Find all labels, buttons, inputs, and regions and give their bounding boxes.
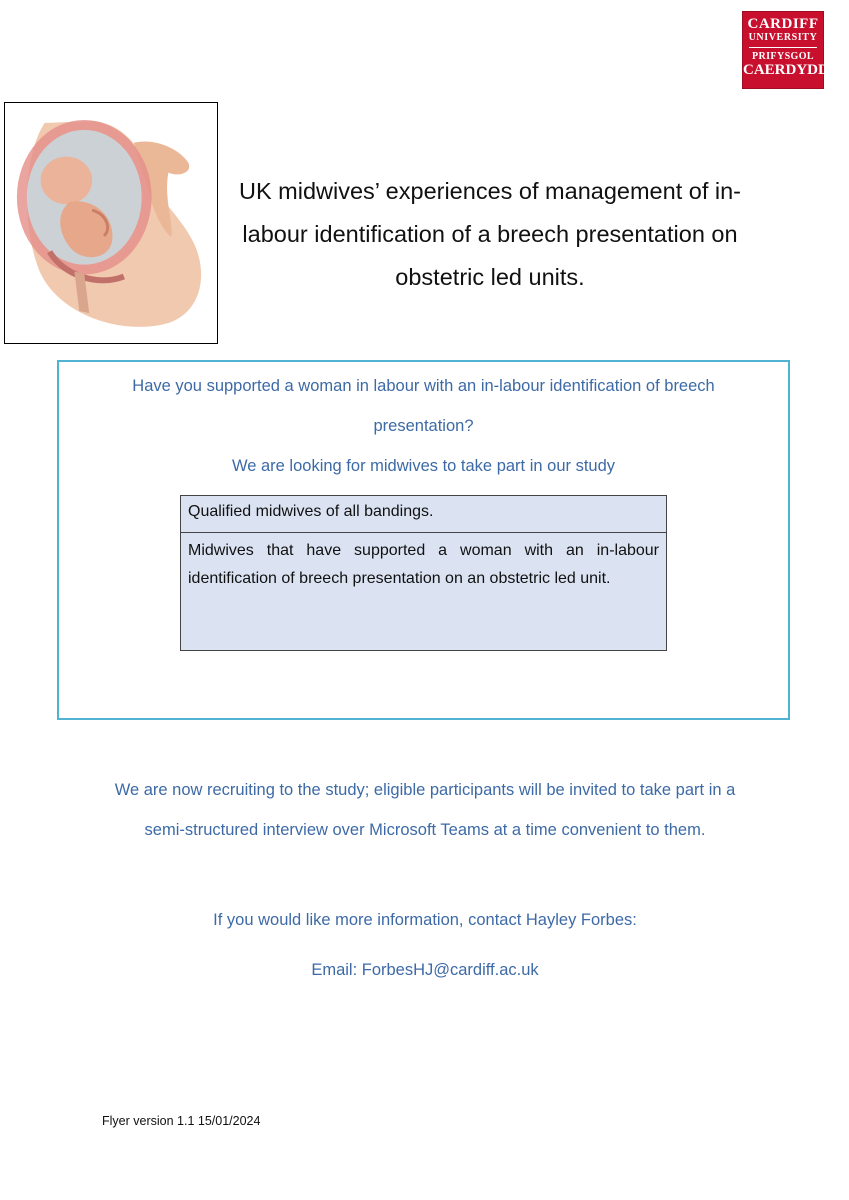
flyer-version: Flyer version 1.1 15/01/2024 (102, 1114, 261, 1128)
logo-divider (749, 47, 817, 48)
study-title: UK midwives’ experiences of management of in-labour identification of a breech presentation on obstetric led units. (239, 178, 741, 290)
contact-statement: If you would like more information, contact Hayley Forbes: (213, 911, 637, 929)
criteria-item: Midwives that have supported a woman with an in-labour identification of breech presentation on an obstetric led unit. (181, 532, 666, 650)
breech-question: Have you supported a woman in labour with an in-labour identification of breech presentation? (132, 377, 715, 435)
pregnancy-illustration-frame (4, 102, 218, 344)
eligibility-box (57, 360, 790, 720)
logo-line-university: UNIVERSITY (748, 32, 818, 43)
logo-line-prifysgol: PRIFYSGOL (752, 51, 814, 62)
logo-line-cardiff: CARDIFF (747, 16, 819, 32)
logo-line-caerdydd: CAERDYDD (743, 62, 829, 78)
criteria-item: Qualified midwives of all bandings. (188, 503, 434, 520)
pregnancy-breech-illustration-icon (5, 103, 217, 343)
looking-for-midwives: We are looking for midwives to take part in our study (231, 457, 616, 475)
recruiting-statement: We are now recruiting to the study; eligible participants will be invited to take part in a semi-structured interview over Microsoft Teams at a time convenient to them. (114, 781, 736, 839)
contact-email: Email: ForbesHJ@cardiff.ac.uk (311, 961, 539, 979)
eligibility-criteria-table (180, 495, 667, 651)
cardiff-university-logo (742, 11, 829, 89)
